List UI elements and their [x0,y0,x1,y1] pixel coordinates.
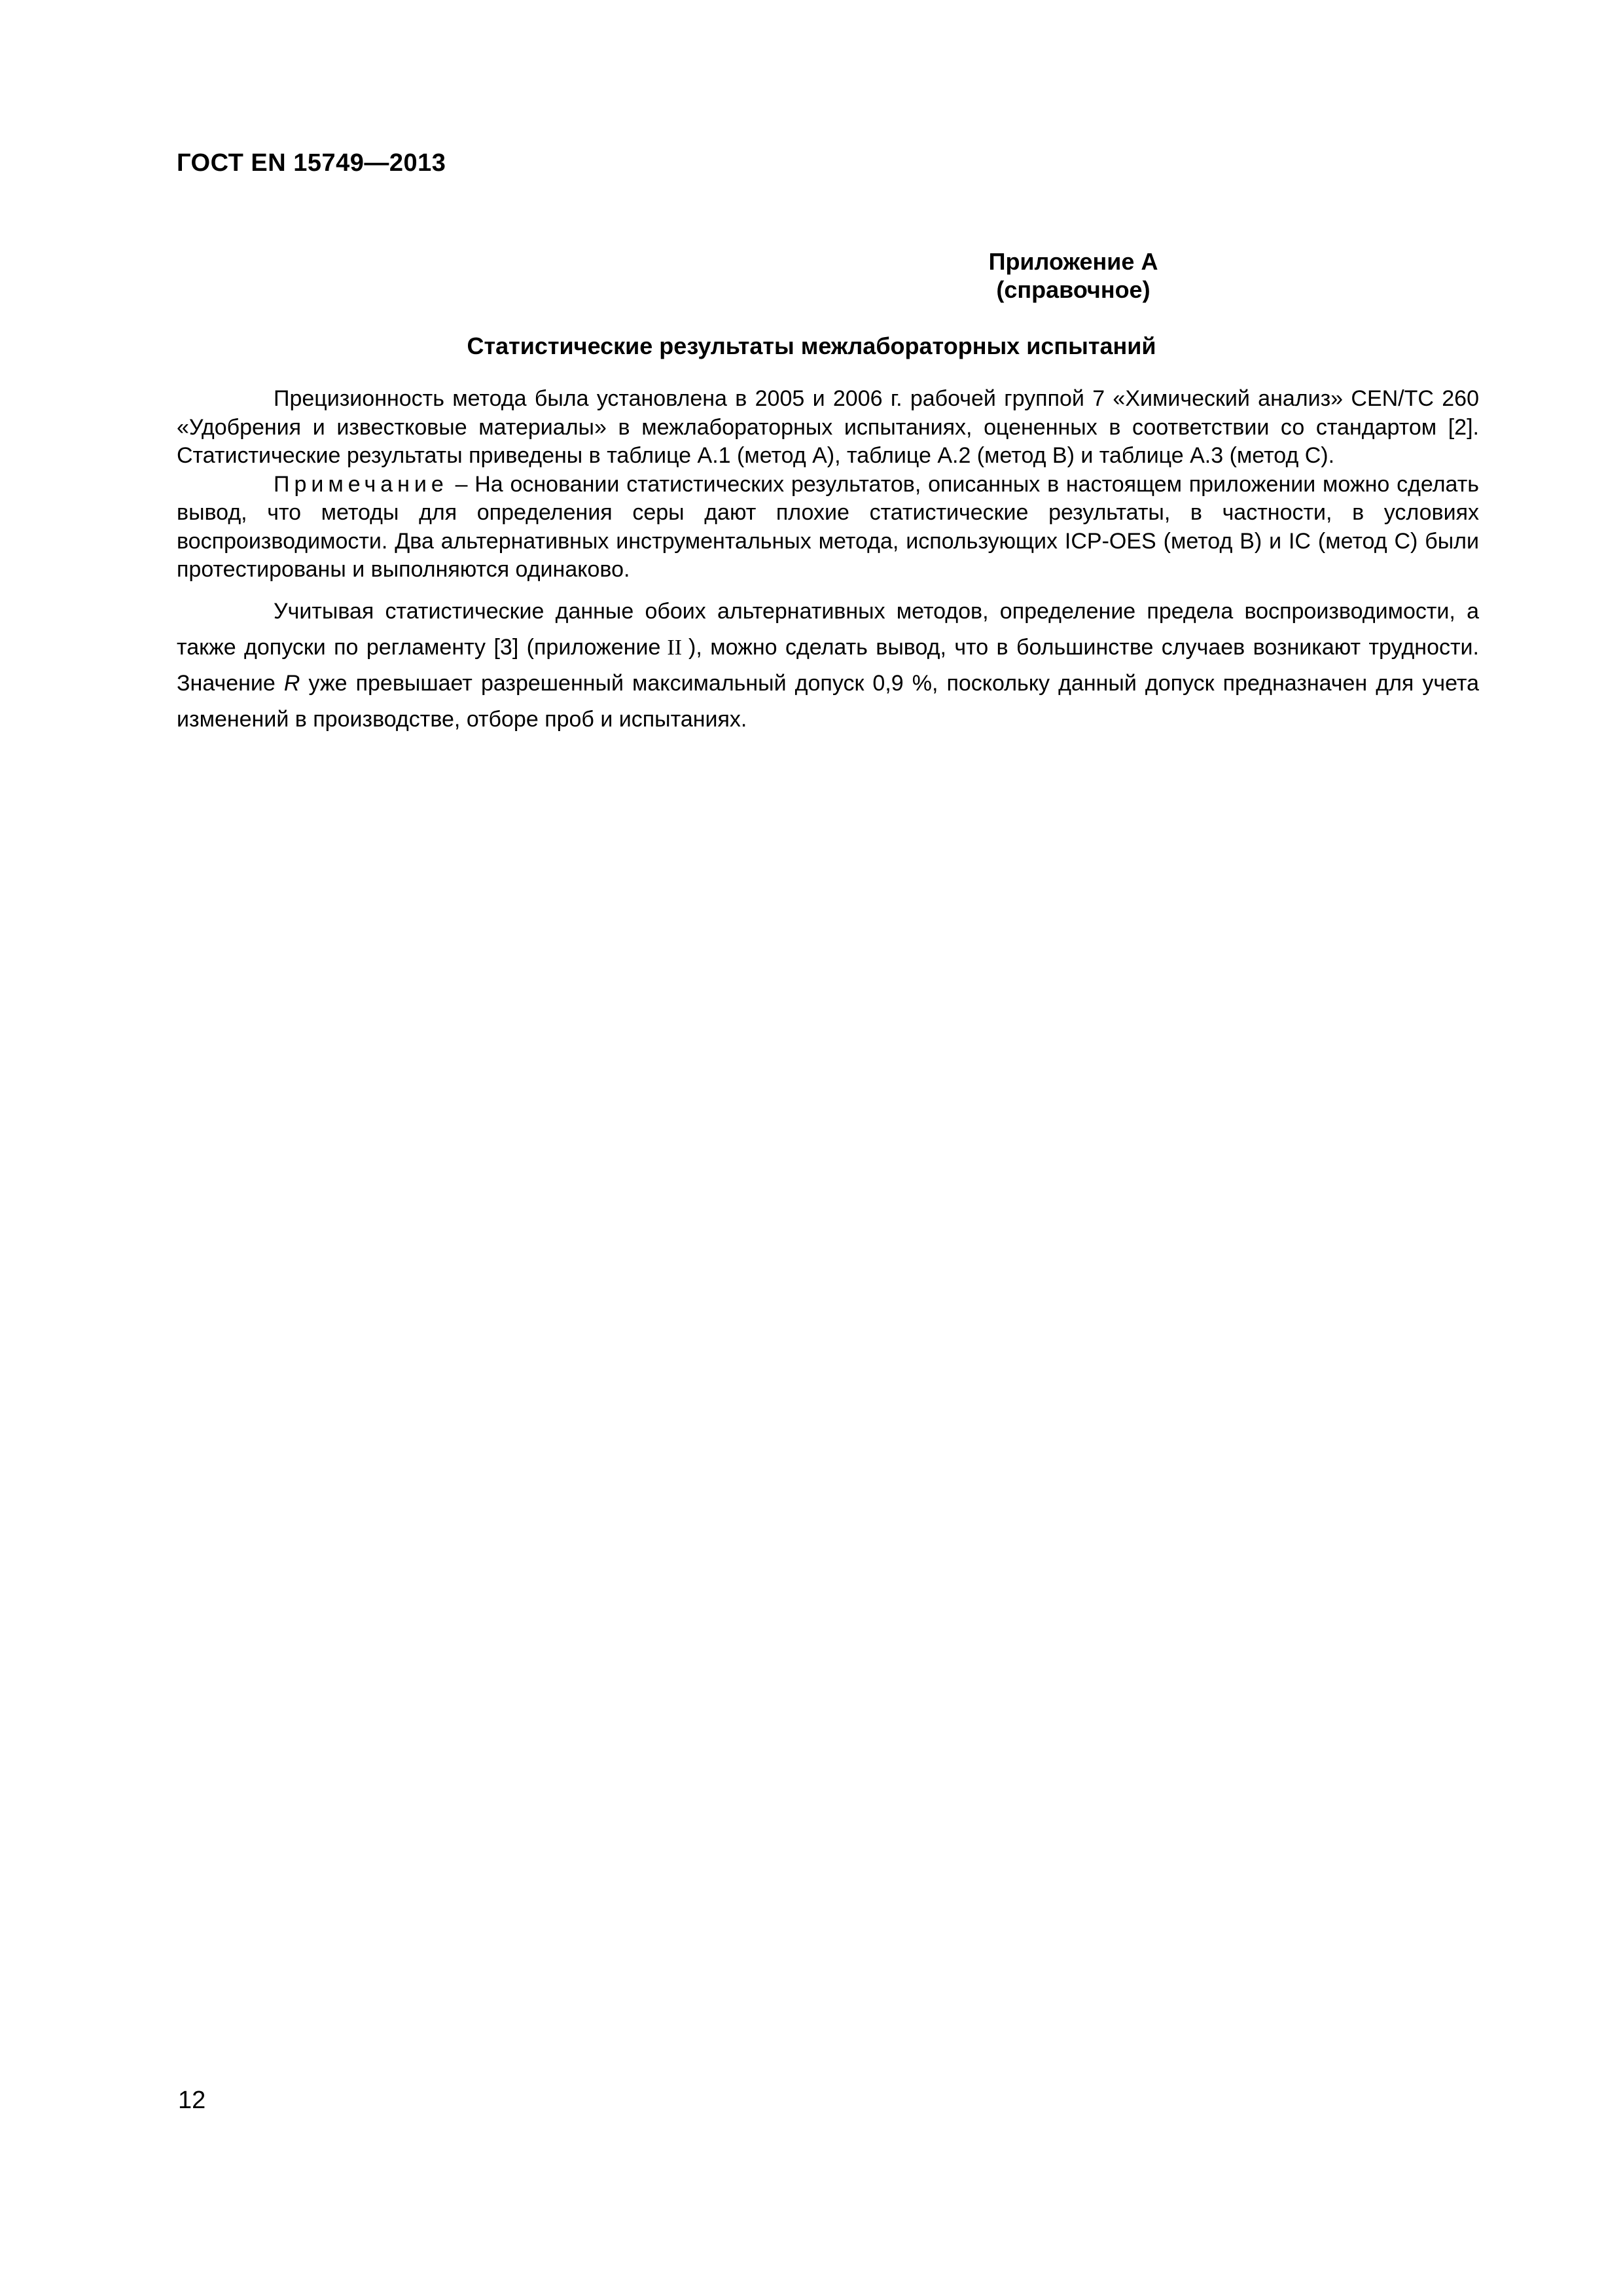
reproducibility-symbol: R [283,670,300,696]
page-number: 12 [178,2087,206,2114]
conclusion-text-part1: Учитывая статистические данные обоих альтернативных методов, определение предела воспроизводимости, а также допуски по регламенту [3] (приложение [177,598,1479,660]
paragraph-precision: Прецизионность метода была установлена в 2005 и 2006 г. рабочей группой 7 «Химический анализ» CEN/TC 260 «Удобрения и известковые материалы» в межлабораторных испытаниях, оцененных в соответствии со стандартом [2]. Статистические результаты приведены в таблице А.1 (метод А), таблице А.2 (метод В) и таблице А.3 (метод С). [177,386,1479,468]
note-label: Примечание [274,471,448,497]
annex-roman-numeral: II [667,635,683,660]
annex-title: Приложение А [988,248,1158,275]
body-text [177,385,1479,738]
note-text: – На основании статистических результатов, описанных в настоящем приложении можно сделать вывод, что методы для определения серы дают плохие статистические результаты, в частности, в условиях воспроизводимости. Два альтернативных инструментальных метода, использующих ICP-OES (метод В) и IC (метод С) были протестированы и выполняются одинаково. [177,471,1479,582]
page-header-standard-code: ГОСТ EN 15749—2013 [177,149,446,177]
paragraph-conclusion [177,594,1479,738]
conclusion-text-part2: ), можно сделать вывод, что в большинстве случаев возникают трудности. Значение [177,634,1479,696]
conclusion-text-part3: уже превышает разрешенный максимальный допуск 0,9 %, поскольку данный допуск предназначен для учета изменений в производстве, отборе проб и испытаниях. [177,670,1479,732]
annex-status: (справочное) [996,276,1150,303]
section-heading: Статистические результаты межлабораторных испытаний [467,332,1156,359]
annex-title-block [746,247,1400,304]
note-paragraph [177,471,1479,584]
